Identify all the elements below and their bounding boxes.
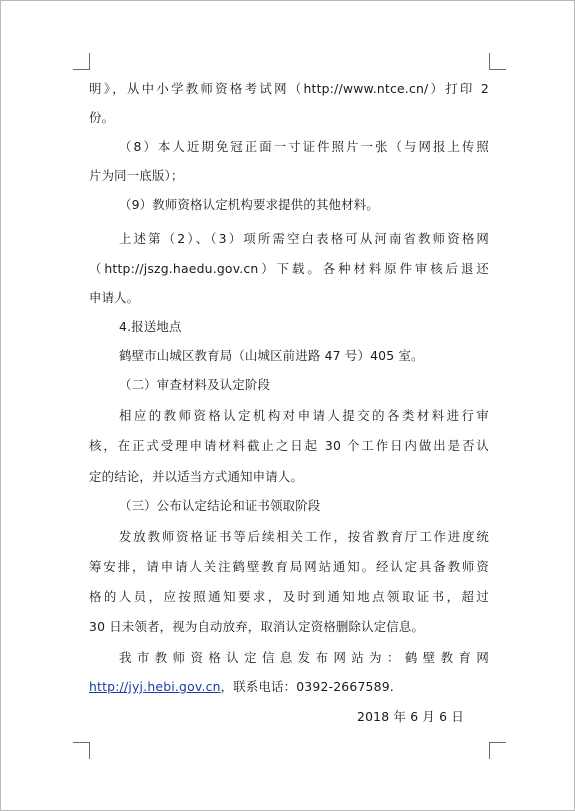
body-line: 30 日未领者，视为自动放弃，取消认定资格删除认定信息。 xyxy=(89,619,425,634)
body-line: 鹤壁市山城区教育局（山城区前进路 47 号）405 室。 xyxy=(119,348,424,363)
body-line: 核，在正式受理申请材料截止之日起 30 个工作日内做出是否认 xyxy=(89,438,489,453)
crop-mark-top-right xyxy=(489,53,506,70)
body-line: 片为同一底版）； xyxy=(89,168,184,183)
section-heading: （三）公布认定结论和证书领取阶段 xyxy=(119,498,321,513)
crop-mark-bottom-right xyxy=(489,742,506,759)
body-line: 筹安排，请申请人关注鹤壁教育局网站通知。经认定具备教师资 xyxy=(89,559,489,574)
body-line: 份。 xyxy=(89,110,115,125)
body-line: 明》，从中小学教师资格考试网（http://www.ntce.cn/）打印 2 xyxy=(89,81,489,96)
body-line: （http://jszg.haedu.gov.cn）下载。各种材料原件审核后退还 xyxy=(89,261,489,276)
body-line: 发放教师资格证书等后续相关工作，按省教育厅工作进度统 xyxy=(119,529,489,544)
body-line: 定的结论，并以适当方式通知申请人。 xyxy=(89,469,304,484)
website-contact-line xyxy=(89,675,489,699)
body-line: 格的人员，应按照通知要求，及时到通知地点领取证书，超过 xyxy=(89,589,489,604)
crop-mark-bottom-left xyxy=(73,742,90,759)
document-date: 2018 年 6 月 6 日 xyxy=(357,709,464,724)
body-line: （9）教师资格认定机构要求提供的其他材料。 xyxy=(119,197,379,212)
body-line: 我市教师资格认定信息发布网站为：鹤壁教育网 xyxy=(119,650,489,665)
body-line: 上述第（2）、（3）项所需空白表格可从河南省教师资格网 xyxy=(119,231,489,246)
website-link[interactable]: http://jyj.hebi.gov.cn xyxy=(89,679,221,694)
crop-mark-top-left xyxy=(73,53,90,70)
section-heading: 4.报送地点 xyxy=(119,319,182,334)
body-line: （8）本人近期免冠正面一寸证件照片一张（与网报上传照 xyxy=(119,139,489,154)
section-heading: （二）审查材料及认定阶段 xyxy=(119,377,271,392)
contact-phone-text: ，联系电话：0392-2667589. xyxy=(220,679,394,694)
body-line: 相应的教师资格认定机构对申请人提交的各类材料进行审 xyxy=(119,408,489,423)
body-line: 申请人。 xyxy=(89,290,140,305)
